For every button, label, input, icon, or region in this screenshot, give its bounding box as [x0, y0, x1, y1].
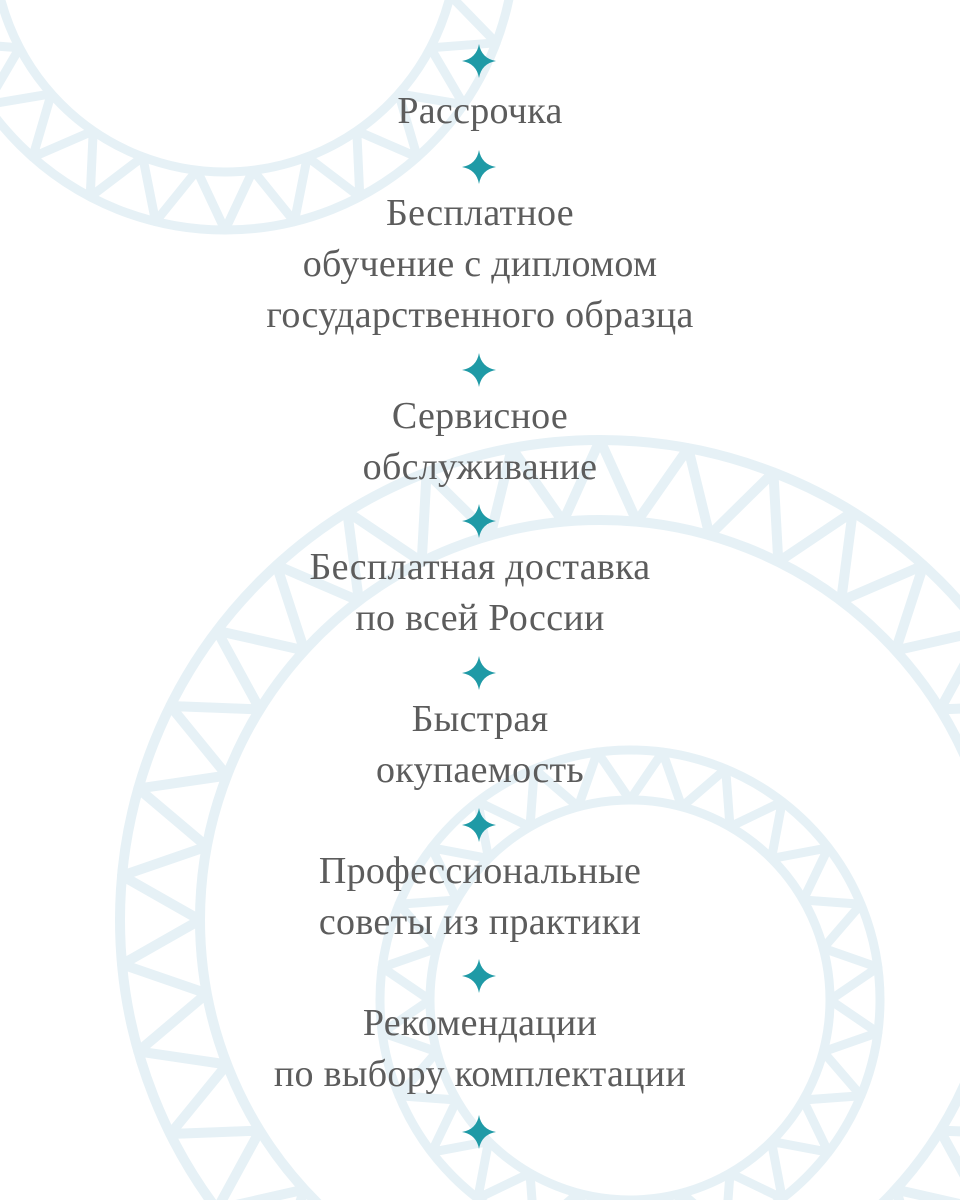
benefit-text-line: по выбору комплектации: [273, 1053, 687, 1095]
benefit-configuration-advice: [0, 998, 960, 1100]
four-point-star-icon: [462, 1115, 496, 1149]
benefit-text-line: окупаемость: [375, 749, 585, 791]
four-point-star-icon: [462, 656, 496, 690]
benefit-text-line: Сервисное: [391, 395, 569, 437]
benefit-text-line: государственного образца: [266, 294, 694, 336]
benefit-text-line: Рассрочка: [397, 90, 563, 132]
benefit-installments: [0, 86, 960, 137]
benefit-text-line: Профессиональные: [318, 850, 642, 892]
benefit-text-line: обучение с дипломом: [302, 243, 658, 285]
benefit-fast-payback: [0, 694, 960, 796]
benefit-text-line: советы из практики: [318, 901, 642, 943]
benefit-text-line: обслуживание: [362, 446, 598, 488]
benefit-professional-advice: [0, 846, 960, 948]
four-point-star-icon: [462, 44, 496, 78]
benefit-text-line: Рекомендации: [362, 1002, 598, 1044]
benefit-free-training: [0, 188, 960, 341]
benefit-text-line: Бесплатная доставка: [309, 546, 651, 588]
benefit-service: [0, 391, 960, 493]
benefit-text-line: по всей России: [355, 597, 605, 639]
four-point-star-icon: [462, 353, 496, 387]
four-point-star-icon: [462, 808, 496, 842]
four-point-star-icon: [462, 504, 496, 538]
four-point-star-icon: [462, 959, 496, 993]
benefit-text-line: Быстрая: [411, 698, 549, 740]
four-point-star-icon: [462, 150, 496, 184]
benefit-free-delivery: [0, 542, 960, 644]
benefit-text-line: Бесплатное: [386, 192, 574, 234]
